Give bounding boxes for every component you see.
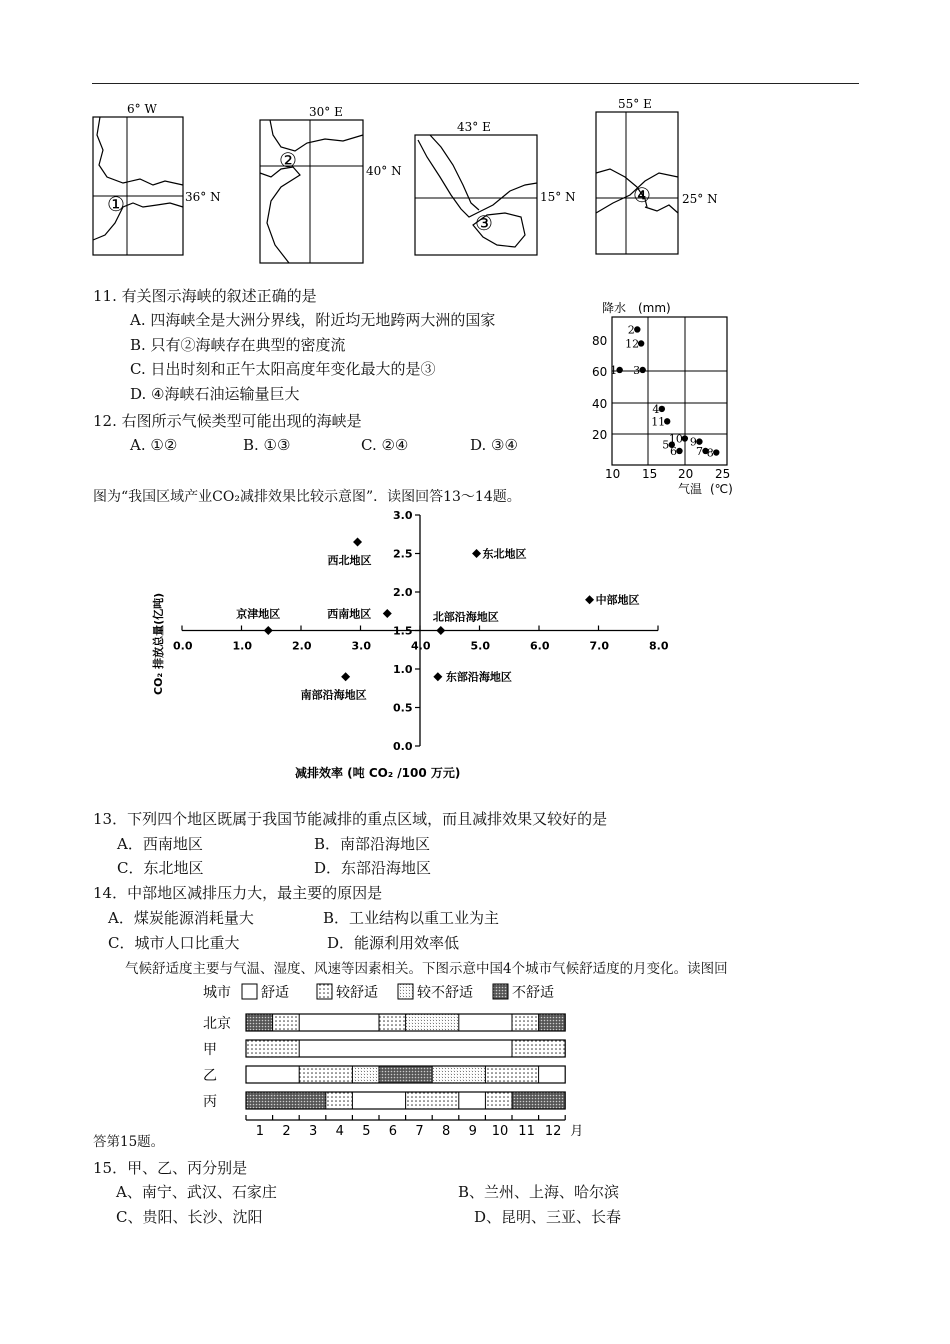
climate-point-label: 1: [610, 363, 618, 377]
month-cell: [326, 1092, 353, 1109]
month-label: 11: [518, 1124, 535, 1139]
map2-lat: 40° N: [366, 164, 402, 178]
co2-xtick-label: 4.0: [411, 639, 431, 653]
climate-point: [676, 448, 682, 454]
month-label: 9: [468, 1124, 477, 1139]
month-cell: [352, 1092, 379, 1109]
co2-xlabel: 减排效率 (吨 CO₂ /100 万元): [295, 766, 461, 780]
month-cell: [459, 1066, 486, 1083]
comfort-chart: [195, 980, 605, 1145]
q11-option-a: A. 四海峡全是大洲分界线，附近均无地跨两大洲的国家: [130, 311, 496, 329]
legend-label: 较不舒适: [417, 985, 473, 1001]
month-cell: [246, 1092, 273, 1109]
month-cell: [539, 1040, 566, 1057]
co2-ytick-label: 2.5: [393, 547, 413, 561]
co2-point-label: 中部地区: [595, 593, 640, 607]
map4-num: ④: [633, 183, 651, 207]
month-cell: [326, 1040, 353, 1057]
month-cell: [512, 1040, 539, 1057]
climate-point-label: 9: [689, 435, 697, 449]
map2-num: ②: [279, 148, 297, 172]
strait-map-3: [415, 120, 576, 255]
month-cell: [273, 1066, 300, 1083]
month-label: 8: [442, 1124, 451, 1139]
climate-ytick: 80: [592, 334, 608, 348]
strait-map-4: [596, 97, 718, 254]
q15-stem: 15．甲、乙、丙分别是: [93, 1159, 248, 1177]
co2-point: [353, 537, 362, 546]
co2-xtick-label: 2.0: [292, 639, 312, 653]
intro-15: 气候舒适度主要与气温、湿度、风速等因素相关。下图示意中国4个城市气候舒适度的月变化。读图回: [125, 961, 728, 977]
climate-xtick: 25: [715, 467, 731, 481]
month-label: 2: [282, 1124, 291, 1139]
month-label: 3: [309, 1124, 318, 1139]
month-unit: 月: [570, 1124, 584, 1139]
legend-label: 不舒适: [512, 985, 554, 1001]
climate-xunit: (℃): [710, 482, 733, 496]
month-cell: [485, 1040, 512, 1057]
q13-option-a: A．西南地区: [117, 835, 203, 853]
month-cell: [379, 1014, 406, 1031]
climate-point: [616, 367, 622, 373]
q12-stem: 12. 右图所示气候类型可能出现的海峡是: [93, 412, 362, 430]
q11-option-b: B. 只有②海峡存在典型的密度流: [130, 336, 346, 354]
legend-swatch: [398, 984, 413, 999]
legend-label: 较舒适: [336, 985, 378, 1001]
co2-ytick-label: 2.0: [393, 586, 413, 599]
map1-lon: 6° W: [127, 102, 157, 116]
co2-point-label: 东北地区: [482, 547, 527, 561]
co2-point-label: 东部沿海地区: [445, 670, 512, 684]
header-rule: [92, 83, 859, 84]
month-cell: [459, 1014, 486, 1031]
q13-option-b: B．南部沿海地区: [314, 835, 431, 853]
co2-xtick-label: 0.0: [173, 639, 193, 653]
co2-xtick-label: 8.0: [649, 639, 669, 653]
month-cell: [432, 1040, 459, 1057]
city-label: 甲: [203, 1042, 217, 1058]
q15-option-a: A、南宁、武汉、石家庄: [116, 1183, 277, 1201]
month-cell: [485, 1014, 512, 1031]
co2-ytick-label: 3.0: [393, 509, 413, 522]
map3-num: ③: [475, 211, 493, 235]
co2-xtick-label: 5.0: [470, 639, 490, 653]
q14-option-b: B．工业结构以重工业为主: [323, 909, 500, 927]
month-cell: [299, 1066, 326, 1083]
co2-point: [585, 595, 594, 604]
month-cell: [512, 1014, 539, 1031]
month-label: 7: [415, 1124, 424, 1139]
city-label: 丙: [203, 1094, 217, 1110]
strait-map-1: [93, 102, 221, 255]
climate-ytick: 40: [592, 397, 608, 411]
climate-ylabel: 降水: [602, 301, 627, 315]
climate-ytick: 20: [592, 428, 608, 442]
co2-ylabel: CO₂ 排放总量(亿吨): [152, 592, 165, 695]
map1-lat: 36° N: [185, 190, 221, 204]
climate-point-label: 4: [652, 402, 660, 416]
co2-point: [341, 672, 350, 681]
month-label: 4: [335, 1124, 344, 1139]
climate-chart: [590, 295, 740, 500]
climate-point-label: 3: [633, 363, 641, 377]
month-cell: [539, 1092, 566, 1109]
legend-swatch: [242, 984, 257, 999]
climate-point-label: 11: [651, 415, 666, 429]
q14-option-c: C．城市人口比重大: [108, 934, 240, 952]
co2-point-label: 南部沿海地区: [300, 688, 367, 702]
month-cell: [432, 1014, 459, 1031]
co2-ytick-label: 0.5: [393, 701, 413, 715]
month-cell: [352, 1014, 379, 1031]
strait-maps: [85, 95, 745, 275]
month-cell: [299, 1092, 326, 1109]
climate-point: [639, 367, 645, 373]
q12-option-b: B. ①③: [243, 436, 291, 454]
climate-point: [634, 326, 640, 332]
month-cell: [273, 1014, 300, 1031]
month-cell: [326, 1014, 353, 1031]
climate-point-label: 6: [669, 444, 677, 458]
city-label: 乙: [203, 1068, 217, 1084]
climate-point-label: 8: [706, 446, 714, 460]
month-cell: [459, 1040, 486, 1057]
q12-option-d: D. ③④: [470, 436, 518, 454]
month-cell: [512, 1092, 539, 1109]
co2-xtick-label: 3.0: [351, 639, 371, 653]
month-cell: [406, 1014, 433, 1031]
month-cell: [246, 1066, 273, 1083]
legend-swatch: [317, 984, 332, 999]
q11-option-c: C. 日出时刻和正午太阳高度年变化最大的是③: [130, 360, 436, 378]
city-label: 北京: [203, 1016, 231, 1032]
month-cell: [432, 1092, 459, 1109]
month-cell: [352, 1066, 379, 1083]
q13-option-c: C．东北地区: [117, 859, 204, 877]
map2-lon: 30° E: [309, 105, 343, 119]
month-cell: [485, 1066, 512, 1083]
month-cell: [512, 1066, 539, 1083]
month-label: 10: [491, 1124, 509, 1139]
co2-point-label: 北部沿海地区: [432, 610, 499, 624]
month-cell: [273, 1092, 300, 1109]
month-cell: [379, 1040, 406, 1057]
co2-point-label: 西南地区: [327, 607, 372, 621]
co2-ytick-label: 1.5: [393, 624, 413, 638]
co2-point: [383, 609, 392, 618]
map4-lon: 55° E: [618, 97, 652, 111]
month-cell: [246, 1014, 273, 1031]
co2-point: [472, 549, 481, 558]
climate-point: [713, 449, 719, 455]
month-cell: [459, 1092, 486, 1109]
climate-ytick: 60: [592, 365, 608, 379]
q11-option-d: D. ④海峡石油运输量巨大: [130, 385, 300, 403]
co2-xtick-label: 7.0: [589, 639, 609, 653]
climate-xtick: 20: [678, 467, 694, 481]
co2-ytick-label: 0.0: [393, 740, 413, 753]
month-cell: [246, 1040, 273, 1057]
legend-label: 舒适: [261, 985, 289, 1001]
q12-option-a: A. ①②: [130, 436, 178, 454]
map1-num: ①: [107, 192, 125, 216]
co2-xtick-label: 6.0: [530, 639, 550, 653]
month-label: 6: [388, 1124, 398, 1139]
q12-option-c: C. ②④: [361, 436, 409, 454]
map3-lat: 15° N: [540, 190, 576, 204]
month-cell: [406, 1040, 433, 1057]
q15-option-d: D、昆明、三亚、长春: [474, 1208, 622, 1226]
q13-option-d: D．东部沿海地区: [314, 859, 432, 877]
map3-lon: 43° E: [457, 120, 491, 134]
climate-point: [659, 406, 665, 412]
comfort-legend-title: 城市: [203, 985, 231, 1001]
co2-point-label: 西北地区: [327, 553, 372, 567]
map4-lat: 25° N: [682, 192, 718, 206]
climate-point-label: 5: [662, 438, 670, 452]
month-cell: [273, 1040, 300, 1057]
q13-stem: 13．下列四个地区既属于我国节能减排的重点区域，而且减排效果又较好的是: [93, 810, 608, 828]
month-cell: [352, 1040, 379, 1057]
co2-ytick-label: 1.0: [393, 663, 413, 676]
climate-point-label: 7: [696, 444, 704, 458]
co2-point: [436, 626, 445, 635]
month-label: 5: [362, 1124, 371, 1139]
q14-stem: 14．中部地区减排压力大，最主要的原因是: [93, 884, 383, 902]
climate-xtick: 15: [642, 467, 658, 481]
q11-stem: 11. 有关图示海峡的叙述正确的是: [93, 287, 317, 305]
month-label: 12: [544, 1124, 562, 1139]
month-label: 1: [255, 1124, 265, 1139]
climate-xtick: 10: [605, 467, 621, 481]
climate-point-label: 12: [625, 337, 640, 351]
co2-xtick-label: 1.0: [232, 639, 252, 653]
co2-point-label: 京津地区: [236, 607, 281, 621]
legend-swatch: [493, 984, 508, 999]
climate-xlabel: 气温: [678, 482, 703, 496]
q15-option-c: C、贵阳、长沙、沈阳: [116, 1208, 263, 1226]
co2-chart: [140, 505, 680, 790]
co2-point: [264, 626, 273, 635]
q14-option-d: D．能源利用效率低: [327, 934, 460, 952]
co2-point: [433, 672, 442, 681]
month-cell: [406, 1092, 433, 1109]
month-cell: [539, 1066, 566, 1083]
month-cell: [379, 1066, 406, 1083]
month-cell: [406, 1066, 433, 1083]
q14-option-a: A．煤炭能源消耗量大: [108, 909, 254, 927]
month-cell: [539, 1014, 566, 1031]
climate-point-label: 2: [627, 323, 635, 337]
climate-point-label: 10: [668, 432, 683, 446]
intro-15-end: 答第15题。: [93, 1134, 165, 1150]
month-cell: [432, 1066, 459, 1083]
q15-option-b: B、兰州、上海、哈尔滨: [458, 1183, 620, 1201]
climate-yunit: (mm): [638, 301, 671, 315]
month-cell: [485, 1092, 512, 1109]
month-cell: [379, 1092, 406, 1109]
climate-point: [696, 438, 702, 444]
strait-map-2: [260, 105, 402, 263]
month-cell: [299, 1040, 326, 1057]
intro-13: 图为“我国区域产业CO₂减排效果比较示意图”．读图回答13～14题。: [93, 489, 521, 505]
month-cell: [326, 1066, 353, 1083]
month-cell: [299, 1014, 326, 1031]
